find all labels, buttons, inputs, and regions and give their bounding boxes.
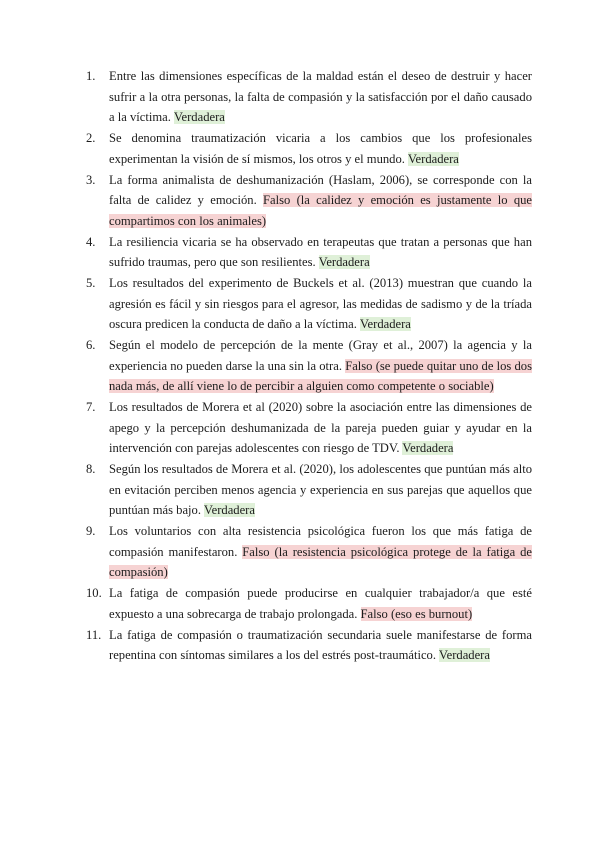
answer-true: Verdadera (173, 110, 225, 124)
answer-true: Verdadera (203, 503, 255, 517)
item-statement: Los voluntarios con alta resistencia psicológica fueron los que más fatiga de compasión manifestaron. (109, 524, 532, 559)
item-statement: La fatiga de compasión puede producirse en cualquier trabajador/a que esté expuesto a una sobrecarga de trabajo prolongada. (109, 586, 532, 621)
item-statement: La forma animalista de deshumanización (Haslam, 2006), se corresponde con la falta de calidez y emoción. (109, 172, 532, 207)
answer-true: Verdadera (318, 255, 370, 269)
list-item (86, 273, 532, 335)
item-number: 3. (86, 172, 96, 187)
item-number: 5. (86, 276, 96, 290)
item-statement: Se denomina traumatización vicaria a los cambios que los profesionales experimentan la visión de sí mismos, los otros y el mundo. (109, 131, 532, 166)
question-list (86, 66, 532, 666)
answer-false: Falso (263, 193, 291, 207)
item-number: 9. (86, 524, 96, 538)
item-number: 1. (86, 69, 96, 83)
list-item (86, 66, 532, 128)
answer-explanation: (la resistencia psicológica protege de la fatiga de compasión) (109, 544, 532, 579)
answer-false: Falso (360, 606, 388, 621)
item-number: 4. (86, 234, 96, 249)
item-number: 6. (86, 338, 96, 352)
list-item (86, 335, 532, 397)
item-number: 8. (86, 462, 96, 476)
answer-true: Verdadera (407, 151, 459, 166)
list-item (86, 397, 532, 459)
list-item (86, 583, 532, 624)
item-number: 11. (86, 627, 102, 642)
answer-explanation: (eso es burnout) (387, 606, 473, 621)
list-item (86, 128, 532, 169)
item-statement: Según el modelo de percepción de la mente (Gray et al., 2007) la agencia y la experiencia no pueden darse la una sin la otra. (109, 338, 532, 373)
item-number: 2. (86, 131, 96, 145)
list-item (86, 521, 532, 583)
item-statement: Los resultados de Morera et al (2020) sobre la asociación entre las dimensiones de apego y la percepción deshumanizada de la pareja pueden guiar y ayudar en la intervención con parejas adolescentes con riesgo de TDV. (109, 400, 532, 455)
list-item (86, 625, 532, 666)
list-item (86, 459, 532, 521)
list-item (86, 232, 532, 273)
answer-explanation: (se puede quitar uno de los dos nada más, de allí viene lo de percibir a alguien como competente o sociable) (109, 358, 533, 393)
answer-false: Falso (242, 544, 270, 559)
item-statement: Según los resultados de Morera et al. (2020), los adolescentes que puntúan más alto en evitación perciben menos agencia y experiencia en sus parejas que aquellos que puntúan más bajo. (109, 462, 532, 517)
item-number: 10. (86, 586, 102, 600)
answer-false: Falso (345, 358, 373, 373)
answer-true: Verdadera (359, 317, 411, 331)
answer-true: Verdadera (402, 441, 454, 455)
item-number: 7. (86, 400, 96, 414)
item-statement: Los resultados del experimento de Buckels et al. (2013) muestran que cuando la agresión es fácil y sin riesgos para el agresor, las medidas de sadismo y de la tríada oscura predicen la conducta de daño a la víctima. (109, 276, 532, 331)
answer-explanation: (la calidez y emoción es justamente lo que compartimos con los animales) (109, 193, 532, 228)
item-statement: La fatiga de compasión o traumatización secundaria suele manifestarse de forma repentina con síntomas similares a los del estrés post-traumático. (109, 627, 532, 662)
list-item (86, 170, 532, 232)
item-statement: La resiliencia vicaria se ha observado en terapeutas que tratan a personas que han sufrido traumas, pero que son resilientes. (109, 234, 532, 269)
answer-true: Verdadera (438, 648, 490, 662)
item-statement: Entre las dimensiones específicas de la maldad están el deseo de destruir y hacer sufrir a la otra personas, la falta de compasión y la satisfacción por el daño causado a la víctima. (109, 69, 532, 124)
